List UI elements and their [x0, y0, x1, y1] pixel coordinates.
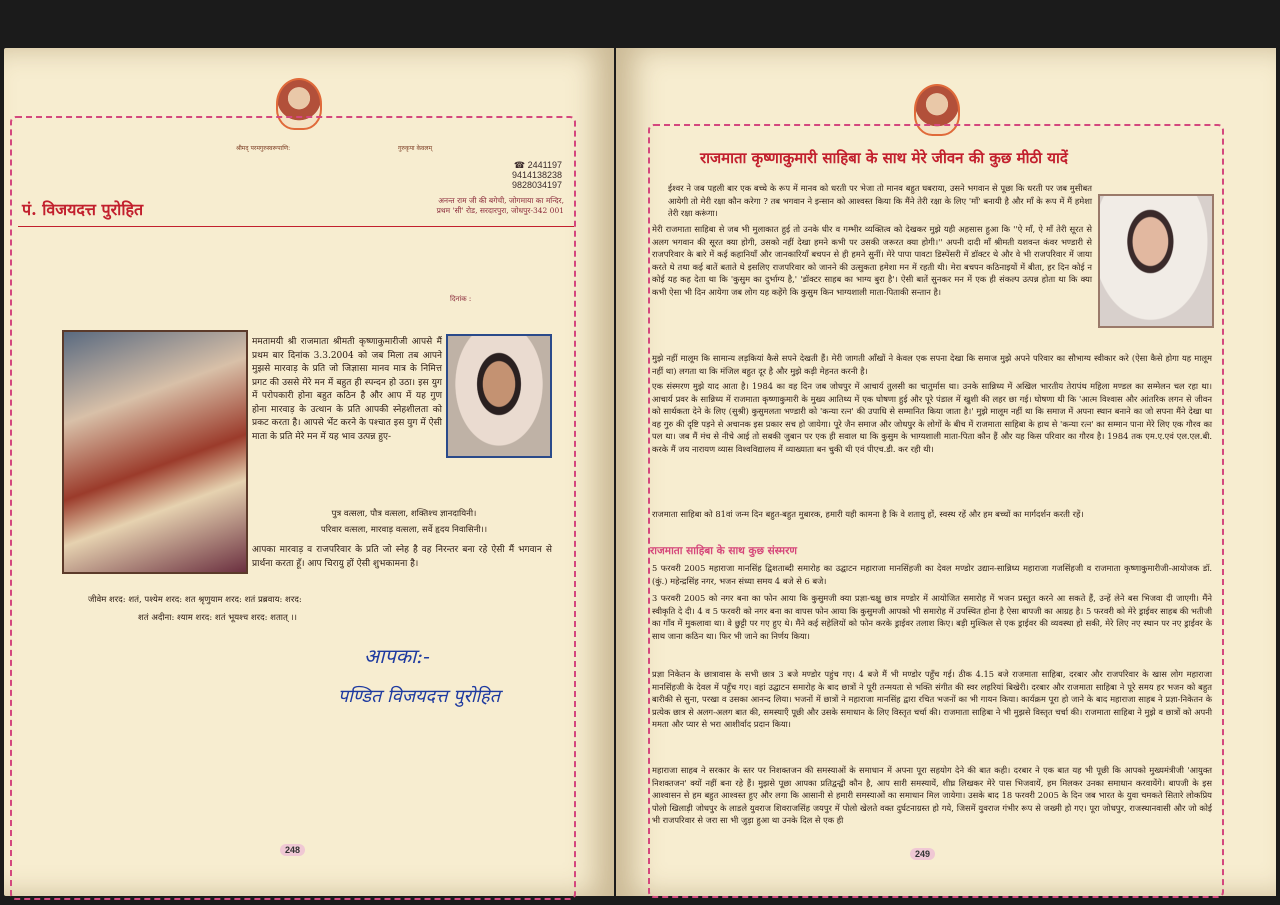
right-page — [616, 48, 1276, 896]
author-address — [437, 196, 564, 216]
memoir-subheading: राजमाता साहिबा के साथ कुछ संस्मरण — [650, 545, 797, 557]
right-para-8: प्रज्ञा निकेतन के छात्रावास के सभी छात्र 3 बजे मण्डोर पहुंच गए। 4 बजे मैं भी मण्डोर पहुँच गई। ठीक 4.15 बजे राजमाता साहिबा, दरबार और राजपरिवार के खास लोग महाराजा मानसिंहजी के देवल में पहुँच गए। वहां उद्घाटन समारोह के बाद छात्रों ने पूरी तन्मयता से भक्ति संगीत की स्वर लहरियां बिखेरी। दरबार और राजमाता साहिबा ने पूरे समय हर भजन को बहुत बारीकी से सुना, परखा व उसका आनन्द लिया। भजनों में छात्रों ने महाराजा मानसिंह द्वारा रचित भजनों का भी गायन किया। कार्यक्रम पूरा हो जाने के बाद महाराजा साहब ने प्रज्ञा-निकेतन के प्रत्येक छात्र से अलग-अलग बात की, समस्याएँ पूछी और उसके समाधान के लिए विस्तृत चर्चा की। राजमाता साहिबा ने भी मुझसे विस्तृत चर्चा की। राजमाता साहिबा ने मुझे व छात्रों को अपनी ममता और प्यार से भरा आशीर्वाद प्रदान किया। — [652, 669, 1212, 729]
right-para-5: राजमाता साहिबा को 81वां जन्म दिन बहुत-बहुत मुबारक, हमारी यही कामना है कि वे शतायु हों, स्वस्थ रहें और हम बच्चों का मार्गदर्शन करती रहें। — [652, 509, 1084, 519]
rajmata-photo — [1098, 194, 1214, 328]
invocation-left: श्रीमद् परमगुरुस्वरूपाणि: — [236, 145, 291, 152]
phone-2: 9414138238 — [511, 170, 562, 180]
left-para-2: आपका मारवाड़ व राजपरिवार के प्रति जो स्नेह है वह निरन्तर बना रहे ऐसी मैं भगवान से प्रार्थना करता हूँ। आप चिरायु हों ऐसी शुभकामना है। — [252, 545, 552, 569]
header-divider — [18, 226, 574, 227]
left-page — [4, 48, 614, 896]
signature-salutation: आपका:- — [364, 644, 430, 668]
page-number-left: 248 — [280, 844, 305, 856]
page-number-right: 249 — [910, 848, 935, 860]
author-name-title: पं. विजयदत्त पुरोहित — [22, 200, 144, 219]
right-para-7: 3 फरवरी 2005 को नगर बना का फोन आया कि कुसुमजी क्या प्रज्ञा-चक्षु छात्र मण्डोर में आयोजित समारोह में भजन प्रस्तुत करने आ सकते हैं, उन्हें लेने बस भिजवा दी जाएगी। मैंने स्वीकृति दे दी। 4 व 5 फरवरी को नगर बना का वापस फोन आया कि कुसुमजी आपको भी समारोह में उपस्थित होना है ऐसा बापजी का आग्रह है। 5 फरवरी को मेरे ड्राईवर साहब की भतीजी का गाँव में मुकलावा था। वे छुट्टी पर गए हुए थे। मैंने कई सहेलियों को फोन करके ड्राईवर तलाश किए। बड़ी मुश्किल से एक ड्राईवर की व्यवस्था हो सकी, मेरे लिए नए स्थान पर नए ड्राईवर के साथ जाना कठिन था। फिर भी जाने का निर्णय किया। — [652, 593, 1212, 641]
right-para-6: 5 फरवरी 2005 महाराजा मानसिंह द्विशताब्दी समारोह का उद्घाटन महाराजा मानसिंहजी का देवल मण्डोर उद्यान-सान्निध्य महाराजा गजसिंहजी व राजमाता कृष्णाकुमारीजी-आयोजक डॉ. (कुं.) महेन्द्रसिंह नगर, भजन संध्या समय 4 बजे से 6 बजे। — [652, 563, 1212, 586]
right-para-3: मुझे नहीं मालूम कि सामान्य लड़कियां कैसे सपने देखती हैं। मेरी जागती आँखों ने केवल एक सपना देखा कि समाज मुझे अपने परिवार का सौभाग्य स्वीकार करे (ऐसा कैसे होगा यह मालूम नहीं था) लगता था कि मंजिल बहुत दूर है और मुझे कड़ी मेहनत करनी है। — [652, 353, 1212, 376]
author-photo — [446, 334, 552, 458]
blessing-line-1: जीवेम शरद: शतं, पश्येम शरद: शत श्रृणुयाम शरद: शतं प्रब्रवाय: शरद: — [88, 595, 302, 605]
phone-1: ☎ 2441197 — [513, 160, 562, 170]
right-para-1: ईश्वर ने जब पहली बार एक बच्चे के रूप में मानव को धरती पर भेजा तो मानव बहुत घबराया, उसने भगवान से पूछा कि धरती पर जब मुसीबत आयेगी तो मेरी रक्षा कौन करेगा ? तब भगवान ने इन्सान को आश्वस्त किया कि मैंने तेरी रक्षा के लिए 'माँ' बनायी है और माँ के रूप में मैं हमेशा तेरी रक्षा करूंगा। — [668, 183, 1092, 218]
left-para-1: ममतामयी श्री राजमाता श्रीमती कृष्णाकुमारीजी आपसे मैं प्रथम बार दिनांक 3.3.2004 को जब मिला तब आपने मुझसे मारवाड़ के प्रति जो जिज्ञासा मानव मात्र के निमित्त प्रगट की उससे मेरे मन में बहुत ही स्पन्दन हो उठा। इस युग में परोपकारी होना बहुत कठिन है और आप में यह गुण होना मारवाड़ के उत्थान के प्रति आपकी स्नेहशीलता को प्रकट करता है। आपसे भेंट करने के पश्चात इस युग में ऐसी माता के प्रति मेरे मन में यह भाव उत्पन्न हुए- — [252, 337, 442, 442]
phone-3: 9828034197 — [511, 180, 562, 190]
verse-line-1: पुत्र वत्सला, पौत्र वत्सला, शक्तिश्च ज्ञानदायिनी। — [331, 509, 477, 519]
article-heading: राजमाता कृष्णाकुमारी साहिबा के साथ मेरे जीवन की कुछ मीठी यादें — [700, 149, 1068, 167]
blessing-line-2: शतं अदीना: श्याम शरद: शतं भूयश्च शरद: शतात् ।। — [138, 613, 297, 623]
right-para-4: एक संस्मरण मुझे याद आता है। 1984 का वह दिन जब जोधपुर में आचार्य तुलसी का चातुर्मास था। उनके सान्निध्य में अखिल भारतीय तेरापंथ महिला मण्डल का सम्मेलन चल रहा था। आचार्य प्रवर के सान्निध्य में राजमाता कृष्णाकुमारी के मुख्य आतिथ्य में एक घोषणा हुई और पूरे पंडाल में खुशी की लहर छा गई। घोषणा थी कि 'आत्म विश्वास और आंतरिक लगन से जीवन को सार्थकता देने के लिए (सुश्री) कुसुमलता भण्डारी को 'कन्या रत्न' की उपाधि से सम्मानित किया जाता है।' मुझे मालूम नहीं था कि समाज में अपना स्थान बनाने का जो सपना मैंने देखा था वह गुरु की दृष्टि पड़ने से अचानक इस प्रकार सच हो जायेगा। पूरे जैन समाज और जोधपुर के लोगों के बीच में राजमाता साहिबा के हाथ से 'कन्या रत्न' का सम्मान पाना मेरे लिए एक गौरव का पल था। जब मैं मंच से नीचे आई तो सबकी जुबान पर एक ही सवाल था कि कुसुम के भाग्यशाली माता-पिता कौन हैं और यह किस परिवार का गौरव है। 1984 तक एम.ए.एवं एल.एल.बी. करके मैं जय नारायण व्यास विश्वविद्यालय में व्याख्याता बन चुकी थी एवं पीएच.डी. कर रही थी। — [652, 381, 1212, 454]
address-line-1: अनन्त राम जी की बगेची, जोगमाया का मन्दिर, — [438, 196, 564, 205]
right-para-9: महाराजा साहब ने सरकार के स्तर पर निशक्तजन की समस्याओं के समाधान में अपना पूरा सहयोग देने की बात कही। दरबार ने एक बात यह भी पूछी कि आपको मुख्यमंत्रीजी 'आयुक्त निशक्तजन' क्यों नहीं बना रहे हैं। मुझसे पूछा आपका प्रतिद्वन्द्वी कौन है, आप सारी समस्यायें, शीघ्र लिखकर मेरे पास भिजवायें, हम मिलकर उनका समाधान करवायेंगे। बापजी के इस आश्वासन से हम बहुत आश्वस्त हुए और लगा कि आसानी से हमारी समस्याओं का समाधान मिल जायेगा। उसके बाद 18 फरवरी 2005 के दिन जब भारत के युवा चमकते सितारे लोकप्रिय पोलो खिलाड़ी जोधपुर के लाडले युवराज शिवराजसिंह जयपुर में पोलो खेलते वक्त दुर्घटनाग्रस्त हो गये, जिसमें युवराज गंभीर रूप से जख्मी हो गए। पूरा जोधपुर, राजस्थानवासी और जो कोई भी राजपरिवार से जरा सा भी जुड़ा हुआ था उनके दिल से एक ही — [652, 765, 1212, 825]
address-line-2: प्रथम 'सी' रोड, सरदारपुरा, जोधपुर-342 001 — [436, 206, 564, 215]
signature-name: पण्डित विजयदत्त पुरोहित — [338, 686, 500, 707]
verse-line-2: परिवार वत्सला, मारवाड़ वत्सला, सर्वे हृदय निवासिनी।। — [320, 525, 488, 535]
invocation-right: गुरुकृपा केवलम् — [398, 145, 433, 152]
contact-phones — [512, 160, 562, 190]
date-label: दिनांक : — [450, 295, 472, 303]
ceremony-photo — [62, 330, 248, 574]
right-para-2: मेरी राजमाता साहिबा से जब भी मुलाकात हुई तो उनके धीर व गम्भीर व्यक्तित्व को देखकर मुझे यही अहसास हुआ कि ''ऐ माँ, ऐ माँ तेरी सूरत से अलग भगवान की सूरत क्या होगी, उसको नहीं देखा हमने कभी पर उसकी जरूरत क्या होगी।'' अपनी दादी माँ श्रीमती यशवन्त कंवर भण्डारी से राजपरिवार के बारे में कई कहानियाँ और जानकारियाँ बचपन से ही हमने सुनीं। मेरे पापा पावटा डिस्पेंसरी में डॉक्टर थे और वे भी राजपरिवार में जाया करते थे तथा कई बातें बताते थे इसलिए राजपरिवार को जानने की उत्सुकता हमेशा मन में रहती थी। मेरा बचपन कठिनाइयों में बीता, हर दिन कोई न कोई यह कह देता था कि 'कुसुम का दुर्भाग्य है,' 'डॉक्टर साहब का भाग्य बुरा है'। ऐसी बातें सुनकर मन में एक ही संकल्प उत्पन्न होता था कि क्या कभी ऐसा भी दिन आयेगा जब लोग यह कहेंगे कि कुसुम किन भाग्यशाली माता-पिताकी सन्तान है। — [652, 224, 1092, 297]
